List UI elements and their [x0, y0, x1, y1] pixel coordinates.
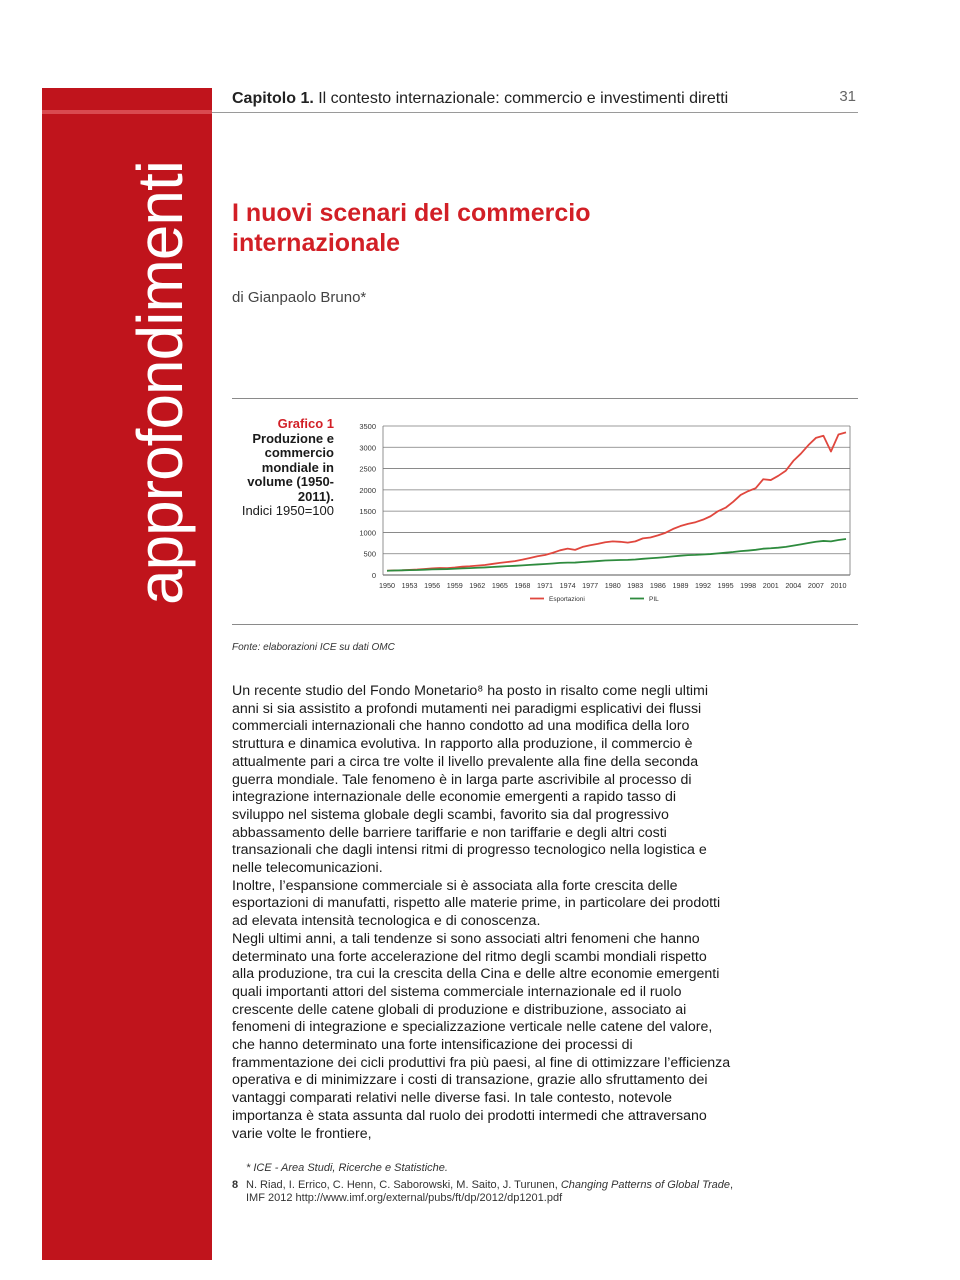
- figure-label: Grafico 1: [277, 416, 334, 431]
- article-body: [232, 683, 732, 1143]
- y-tick-label: 1000: [359, 528, 376, 538]
- x-tick-label: 2010: [830, 581, 847, 590]
- x-tick-label: 1968: [514, 581, 531, 590]
- footnote-text: [232, 1179, 752, 1205]
- chapter-heading: [232, 90, 728, 108]
- x-tick-label: 1953: [401, 581, 418, 590]
- y-tick-label: 0: [371, 571, 376, 580]
- footnote-number: 8: [232, 1179, 239, 1191]
- x-tick-label: 1983: [627, 581, 644, 590]
- sidebar-section-word: approfondimenti: [124, 161, 196, 605]
- footnote-authors: N. Riad, I. Errico, C. Henn, C. Saborowski, M. Saito, J. Turunen,: [246, 1179, 561, 1191]
- article-title: [232, 198, 772, 258]
- legend-label: Esportazioni: [549, 596, 585, 603]
- x-tick-label: 1965: [491, 581, 508, 590]
- series-line-pil: [387, 539, 846, 571]
- x-tick-label: 1989: [672, 581, 689, 590]
- figure-index-note: Indici 1950=100: [241, 503, 334, 518]
- y-tick-label: 3000: [359, 443, 376, 453]
- footnote-marker-bar: [162, 1162, 212, 1179]
- body-paragraph: Un recente studio del Fondo Monetario⁸ ha posto in risalto come negli ultimi anni si sia assistito a profondi mutamenti nei paradigmi esplicativi dei flussi commerciali internazionali che hanno condotto ad una modifica della loro struttura e dinamica evolutiva. In rapporto alla produzione, il commercio è attualmente pari a circa tre volte il livello prevalente alla fine della seconda guerra mondiale. Tale fenomeno è in larga parte ascrivibile al processo di integrazione internazionale delle economie emergenti a rapido tasso di sviluppo nel sistema globale degli scambi, favorito sia dal progressivo abbassamento delle barriere tariffarie e non tariffarie e degli altri costi transazionali che dagli intensi ritmi di progresso tecnologico nella logistica e nelle telecomunicazioni.: [232, 683, 709, 877]
- chapter-title: Il contesto internazionale: commercio e investimenti diretti: [318, 90, 729, 107]
- x-tick-label: 1977: [582, 581, 599, 590]
- x-tick-label: 2001: [762, 581, 779, 590]
- footnote-author: * ICE - Area Studi, Ricerche e Statistiche.: [246, 1162, 448, 1174]
- x-tick-label: 1998: [740, 581, 757, 590]
- footnote-work-title: Changing Patterns of Global Trade: [560, 1179, 731, 1191]
- x-tick-label: 1950: [379, 581, 395, 590]
- page-number: 31: [839, 88, 856, 105]
- body-paragraph: Negli ultimi anni, a tali tendenze si sono associati altri fenomeni che hanno determinato una forte accelerazione del ritmo degli scambi mondiali rispetto alla produzione, tra cui la crescita della Cina e delle altre economie emergenti quali importanti attori del sistema commerciale internazionale ed il ruolo crescente delle catene globali di produzione e distribuzione, associato ai fenomeni di integrazione e specializzazione verticale nelle catene del valore, che hanno determinato una forte intensificazione dei processi di frammentazione dei cicli produttivi fra più paesi, al fine di ottimizzare l’efficienza operativa e di minimizzare i costi di transazione, grazie allo sfruttamento dei vantaggi comparati relativi nelle diverse fasi. In tale contesto, notevole importanza è stata assunta dal ruolo dei prodotti intermedi che attraversano varie volte le frontiere,: [232, 930, 731, 1142]
- chapter-label: Capitolo 1.: [232, 90, 314, 107]
- series-line-esportazioni: [387, 432, 846, 570]
- y-tick-label: 3500: [359, 422, 376, 431]
- footnotes: [232, 1162, 752, 1209]
- figure-bottom-rule: [232, 624, 858, 625]
- figure-top-rule: [232, 398, 858, 399]
- line-chart: [340, 418, 858, 608]
- figure-description: Produzione e commercio mondiale in volume (1950-2011).: [247, 430, 334, 504]
- x-tick-label: 2004: [785, 581, 802, 590]
- x-tick-label: 1959: [446, 581, 463, 590]
- y-tick-label: 1500: [359, 507, 376, 517]
- sidebar-word-area: [42, 88, 212, 1260]
- x-tick-label: 1995: [717, 581, 734, 590]
- y-tick-label: 2000: [359, 485, 376, 495]
- x-tick-label: 1962: [469, 581, 486, 590]
- x-tick-label: 1986: [649, 581, 666, 590]
- y-tick-label: 2500: [359, 464, 376, 474]
- running-header: [232, 88, 858, 112]
- x-tick-label: 1974: [559, 581, 576, 590]
- footnote-reference: , IMF 2012 http://www.imf.org/external/pubs/ft/dp/2012/dp1201.pdf: [246, 1179, 734, 1204]
- x-tick-label: 1956: [424, 581, 441, 590]
- body-paragraph: Inoltre, l’espansione commerciale si è associata alla forte crescita delle esportazioni di manufatti, rispetto alle materie prime, in particolare dei prodotti ad elevata intensità tecnologica e di conoscenza.: [232, 877, 721, 930]
- x-tick-label: 1992: [695, 581, 712, 590]
- legend-label: PIL: [649, 596, 659, 603]
- y-tick-label: 500: [363, 549, 376, 559]
- x-tick-label: 1971: [537, 581, 554, 590]
- header-rule: [212, 112, 858, 113]
- article-title-line-1: I nuovi scenari del commercio: [232, 199, 591, 227]
- figure-source: Fonte: elaborazioni ICE su dati OMC: [232, 642, 395, 653]
- footnote-8: [232, 1179, 752, 1205]
- article-title-line-2: internazionale: [232, 229, 401, 257]
- x-tick-label: 1980: [604, 581, 621, 590]
- article-author: di Gianpaolo Bruno*: [232, 289, 367, 306]
- figure-caption: [232, 417, 334, 519]
- x-tick-label: 2007: [807, 581, 824, 590]
